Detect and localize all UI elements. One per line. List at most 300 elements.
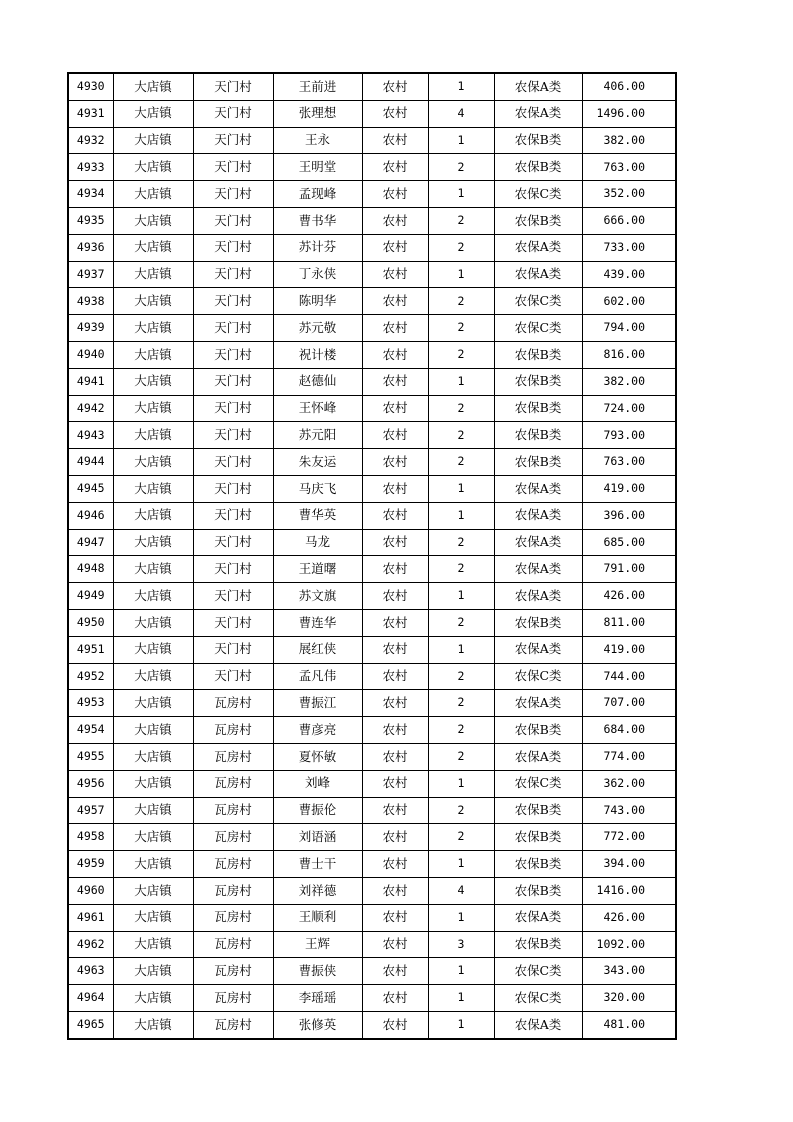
amount-cell: 685.00 bbox=[582, 529, 676, 556]
amount-cell: 352.00 bbox=[582, 181, 676, 208]
count-cell: 2 bbox=[428, 529, 494, 556]
amount-cell: 811.00 bbox=[582, 609, 676, 636]
record-id-cell: 4960 bbox=[68, 877, 113, 904]
table-row bbox=[68, 904, 676, 931]
village-cell: 天门村 bbox=[193, 73, 273, 100]
count-cell: 2 bbox=[428, 717, 494, 744]
category-cell: 农保A类 bbox=[494, 475, 582, 502]
name-cell: 展红侠 bbox=[273, 636, 362, 663]
category-cell: 农保B类 bbox=[494, 154, 582, 181]
table-row bbox=[68, 181, 676, 208]
count-cell: 1 bbox=[428, 1011, 494, 1038]
amount-cell: 666.00 bbox=[582, 207, 676, 234]
count-cell: 1 bbox=[428, 475, 494, 502]
village-cell: 瓦房村 bbox=[193, 851, 273, 878]
amount-cell: 793.00 bbox=[582, 422, 676, 449]
area-type-cell: 农村 bbox=[362, 1011, 428, 1038]
category-cell: 农保B类 bbox=[494, 422, 582, 449]
village-cell: 天门村 bbox=[193, 288, 273, 315]
town-cell: 大店镇 bbox=[113, 583, 193, 610]
count-cell: 1 bbox=[428, 583, 494, 610]
village-cell: 瓦房村 bbox=[193, 904, 273, 931]
town-cell: 大店镇 bbox=[113, 717, 193, 744]
name-cell: 曹士干 bbox=[273, 851, 362, 878]
category-cell: 农保C类 bbox=[494, 181, 582, 208]
village-cell: 瓦房村 bbox=[193, 743, 273, 770]
name-cell: 刘峰 bbox=[273, 770, 362, 797]
record-id-cell: 4958 bbox=[68, 824, 113, 851]
amount-cell: 343.00 bbox=[582, 958, 676, 985]
town-cell: 大店镇 bbox=[113, 770, 193, 797]
area-type-cell: 农村 bbox=[362, 315, 428, 342]
name-cell: 苏文旗 bbox=[273, 583, 362, 610]
record-id-cell: 4959 bbox=[68, 851, 113, 878]
area-type-cell: 农村 bbox=[362, 73, 428, 100]
name-cell: 曹振伦 bbox=[273, 797, 362, 824]
name-cell: 王永 bbox=[273, 127, 362, 154]
village-cell: 天门村 bbox=[193, 234, 273, 261]
amount-cell: 382.00 bbox=[582, 368, 676, 395]
town-cell: 大店镇 bbox=[113, 475, 193, 502]
amount-cell: 394.00 bbox=[582, 851, 676, 878]
category-cell: 农保B类 bbox=[494, 824, 582, 851]
amount-cell: 419.00 bbox=[582, 475, 676, 502]
table-row bbox=[68, 743, 676, 770]
name-cell: 孟现峰 bbox=[273, 181, 362, 208]
count-cell: 2 bbox=[428, 422, 494, 449]
area-type-cell: 农村 bbox=[362, 368, 428, 395]
category-cell: 农保A类 bbox=[494, 502, 582, 529]
area-type-cell: 农村 bbox=[362, 154, 428, 181]
record-id-cell: 4949 bbox=[68, 583, 113, 610]
name-cell: 马龙 bbox=[273, 529, 362, 556]
amount-cell: 707.00 bbox=[582, 690, 676, 717]
record-id-cell: 4947 bbox=[68, 529, 113, 556]
amount-cell: 396.00 bbox=[582, 502, 676, 529]
table-row bbox=[68, 824, 676, 851]
town-cell: 大店镇 bbox=[113, 261, 193, 288]
town-cell: 大店镇 bbox=[113, 797, 193, 824]
category-cell: 农保C类 bbox=[494, 770, 582, 797]
name-cell: 王明堂 bbox=[273, 154, 362, 181]
category-cell: 农保C类 bbox=[494, 958, 582, 985]
table-row bbox=[68, 556, 676, 583]
count-cell: 2 bbox=[428, 288, 494, 315]
count-cell: 2 bbox=[428, 154, 494, 181]
record-id-cell: 4930 bbox=[68, 73, 113, 100]
category-cell: 农保A类 bbox=[494, 261, 582, 288]
amount-cell: 602.00 bbox=[582, 288, 676, 315]
name-cell: 王道曙 bbox=[273, 556, 362, 583]
area-type-cell: 农村 bbox=[362, 985, 428, 1012]
town-cell: 大店镇 bbox=[113, 395, 193, 422]
table-row bbox=[68, 502, 676, 529]
record-id-cell: 4936 bbox=[68, 234, 113, 261]
village-cell: 天门村 bbox=[193, 475, 273, 502]
name-cell: 曹华英 bbox=[273, 502, 362, 529]
amount-cell: 763.00 bbox=[582, 449, 676, 476]
table-row bbox=[68, 154, 676, 181]
name-cell: 赵德仙 bbox=[273, 368, 362, 395]
village-cell: 天门村 bbox=[193, 261, 273, 288]
table-row bbox=[68, 985, 676, 1012]
town-cell: 大店镇 bbox=[113, 288, 193, 315]
count-cell: 1 bbox=[428, 73, 494, 100]
count-cell: 2 bbox=[428, 207, 494, 234]
village-cell: 瓦房村 bbox=[193, 877, 273, 904]
amount-cell: 1496.00 bbox=[582, 100, 676, 127]
town-cell: 大店镇 bbox=[113, 851, 193, 878]
village-cell: 瓦房村 bbox=[193, 931, 273, 958]
town-cell: 大店镇 bbox=[113, 100, 193, 127]
village-cell: 天门村 bbox=[193, 207, 273, 234]
name-cell: 祝计楼 bbox=[273, 341, 362, 368]
record-id-cell: 4962 bbox=[68, 931, 113, 958]
amount-cell: 794.00 bbox=[582, 315, 676, 342]
name-cell: 陈明华 bbox=[273, 288, 362, 315]
record-id-cell: 4932 bbox=[68, 127, 113, 154]
count-cell: 1 bbox=[428, 770, 494, 797]
village-cell: 天门村 bbox=[193, 422, 273, 449]
record-id-cell: 4953 bbox=[68, 690, 113, 717]
name-cell: 丁永侠 bbox=[273, 261, 362, 288]
amount-cell: 382.00 bbox=[582, 127, 676, 154]
village-cell: 天门村 bbox=[193, 341, 273, 368]
category-cell: 农保B类 bbox=[494, 797, 582, 824]
amount-cell: 816.00 bbox=[582, 341, 676, 368]
record-id-cell: 4931 bbox=[68, 100, 113, 127]
name-cell: 李瑶瑶 bbox=[273, 985, 362, 1012]
area-type-cell: 农村 bbox=[362, 904, 428, 931]
amount-cell: 320.00 bbox=[582, 985, 676, 1012]
village-cell: 天门村 bbox=[193, 663, 273, 690]
record-id-cell: 4952 bbox=[68, 663, 113, 690]
count-cell: 3 bbox=[428, 931, 494, 958]
name-cell: 王顺利 bbox=[273, 904, 362, 931]
town-cell: 大店镇 bbox=[113, 958, 193, 985]
village-cell: 天门村 bbox=[193, 449, 273, 476]
category-cell: 农保B类 bbox=[494, 449, 582, 476]
area-type-cell: 农村 bbox=[362, 181, 428, 208]
area-type-cell: 农村 bbox=[362, 851, 428, 878]
record-id-cell: 4933 bbox=[68, 154, 113, 181]
town-cell: 大店镇 bbox=[113, 73, 193, 100]
count-cell: 2 bbox=[428, 449, 494, 476]
area-type-cell: 农村 bbox=[362, 663, 428, 690]
table-row bbox=[68, 100, 676, 127]
village-cell: 天门村 bbox=[193, 556, 273, 583]
count-cell: 2 bbox=[428, 315, 494, 342]
count-cell: 2 bbox=[428, 797, 494, 824]
village-cell: 瓦房村 bbox=[193, 985, 273, 1012]
table-row bbox=[68, 368, 676, 395]
category-cell: 农保A类 bbox=[494, 529, 582, 556]
category-cell: 农保A类 bbox=[494, 556, 582, 583]
category-cell: 农保A类 bbox=[494, 743, 582, 770]
town-cell: 大店镇 bbox=[113, 181, 193, 208]
village-cell: 瓦房村 bbox=[193, 717, 273, 744]
table-row bbox=[68, 609, 676, 636]
count-cell: 1 bbox=[428, 127, 494, 154]
category-cell: 农保A类 bbox=[494, 904, 582, 931]
amount-cell: 419.00 bbox=[582, 636, 676, 663]
record-id-cell: 4934 bbox=[68, 181, 113, 208]
village-cell: 天门村 bbox=[193, 583, 273, 610]
village-cell: 天门村 bbox=[193, 395, 273, 422]
table-row bbox=[68, 663, 676, 690]
category-cell: 农保A类 bbox=[494, 1011, 582, 1038]
amount-cell: 406.00 bbox=[582, 73, 676, 100]
table-row bbox=[68, 797, 676, 824]
name-cell: 苏计芬 bbox=[273, 234, 362, 261]
record-id-cell: 4950 bbox=[68, 609, 113, 636]
town-cell: 大店镇 bbox=[113, 690, 193, 717]
town-cell: 大店镇 bbox=[113, 368, 193, 395]
table-row bbox=[68, 449, 676, 476]
village-cell: 天门村 bbox=[193, 636, 273, 663]
town-cell: 大店镇 bbox=[113, 315, 193, 342]
town-cell: 大店镇 bbox=[113, 502, 193, 529]
table-row bbox=[68, 422, 676, 449]
amount-cell: 772.00 bbox=[582, 824, 676, 851]
count-cell: 4 bbox=[428, 877, 494, 904]
table-row bbox=[68, 717, 676, 744]
area-type-cell: 农村 bbox=[362, 288, 428, 315]
count-cell: 2 bbox=[428, 341, 494, 368]
category-cell: 农保C类 bbox=[494, 315, 582, 342]
area-type-cell: 农村 bbox=[362, 207, 428, 234]
amount-cell: 1092.00 bbox=[582, 931, 676, 958]
amount-cell: 774.00 bbox=[582, 743, 676, 770]
village-cell: 天门村 bbox=[193, 181, 273, 208]
town-cell: 大店镇 bbox=[113, 743, 193, 770]
count-cell: 1 bbox=[428, 904, 494, 931]
record-id-cell: 4948 bbox=[68, 556, 113, 583]
area-type-cell: 农村 bbox=[362, 475, 428, 502]
count-cell: 2 bbox=[428, 663, 494, 690]
record-id-cell: 4940 bbox=[68, 341, 113, 368]
name-cell: 张修英 bbox=[273, 1011, 362, 1038]
village-cell: 瓦房村 bbox=[193, 797, 273, 824]
town-cell: 大店镇 bbox=[113, 931, 193, 958]
area-type-cell: 农村 bbox=[362, 341, 428, 368]
name-cell: 朱友运 bbox=[273, 449, 362, 476]
town-cell: 大店镇 bbox=[113, 341, 193, 368]
count-cell: 2 bbox=[428, 556, 494, 583]
area-type-cell: 农村 bbox=[362, 529, 428, 556]
area-type-cell: 农村 bbox=[362, 261, 428, 288]
count-cell: 1 bbox=[428, 502, 494, 529]
record-id-cell: 4943 bbox=[68, 422, 113, 449]
category-cell: 农保B类 bbox=[494, 207, 582, 234]
area-type-cell: 农村 bbox=[362, 877, 428, 904]
record-id-cell: 4954 bbox=[68, 717, 113, 744]
amount-cell: 1416.00 bbox=[582, 877, 676, 904]
area-type-cell: 农村 bbox=[362, 583, 428, 610]
count-cell: 2 bbox=[428, 743, 494, 770]
amount-cell: 791.00 bbox=[582, 556, 676, 583]
category-cell: 农保A类 bbox=[494, 636, 582, 663]
town-cell: 大店镇 bbox=[113, 127, 193, 154]
area-type-cell: 农村 bbox=[362, 824, 428, 851]
town-cell: 大店镇 bbox=[113, 877, 193, 904]
amount-cell: 426.00 bbox=[582, 583, 676, 610]
table-row bbox=[68, 690, 676, 717]
village-cell: 瓦房村 bbox=[193, 770, 273, 797]
count-cell: 1 bbox=[428, 958, 494, 985]
record-id-cell: 4938 bbox=[68, 288, 113, 315]
category-cell: 农保B类 bbox=[494, 851, 582, 878]
record-id-cell: 4957 bbox=[68, 797, 113, 824]
village-cell: 瓦房村 bbox=[193, 690, 273, 717]
table-row bbox=[68, 73, 676, 100]
record-id-cell: 4945 bbox=[68, 475, 113, 502]
record-id-cell: 4955 bbox=[68, 743, 113, 770]
area-type-cell: 农村 bbox=[362, 958, 428, 985]
record-id-cell: 4963 bbox=[68, 958, 113, 985]
name-cell: 王辉 bbox=[273, 931, 362, 958]
category-cell: 农保A类 bbox=[494, 690, 582, 717]
table-row bbox=[68, 636, 676, 663]
table-row bbox=[68, 770, 676, 797]
area-type-cell: 农村 bbox=[362, 234, 428, 261]
town-cell: 大店镇 bbox=[113, 985, 193, 1012]
amount-cell: 763.00 bbox=[582, 154, 676, 181]
count-cell: 2 bbox=[428, 395, 494, 422]
area-type-cell: 农村 bbox=[362, 797, 428, 824]
category-cell: 农保A类 bbox=[494, 583, 582, 610]
count-cell: 1 bbox=[428, 181, 494, 208]
village-cell: 天门村 bbox=[193, 315, 273, 342]
table-row bbox=[68, 234, 676, 261]
category-cell: 农保B类 bbox=[494, 127, 582, 154]
village-cell: 天门村 bbox=[193, 100, 273, 127]
count-cell: 1 bbox=[428, 636, 494, 663]
table-row bbox=[68, 207, 676, 234]
town-cell: 大店镇 bbox=[113, 1011, 193, 1038]
name-cell: 王怀峰 bbox=[273, 395, 362, 422]
table-row bbox=[68, 529, 676, 556]
table-row bbox=[68, 877, 676, 904]
category-cell: 农保B类 bbox=[494, 717, 582, 744]
count-cell: 1 bbox=[428, 851, 494, 878]
record-id-cell: 4956 bbox=[68, 770, 113, 797]
name-cell: 曹书华 bbox=[273, 207, 362, 234]
record-id-cell: 4961 bbox=[68, 904, 113, 931]
table-row bbox=[68, 475, 676, 502]
table-row bbox=[68, 261, 676, 288]
name-cell: 马庆飞 bbox=[273, 475, 362, 502]
name-cell: 夏怀敏 bbox=[273, 743, 362, 770]
category-cell: 农保C类 bbox=[494, 985, 582, 1012]
category-cell: 农保A类 bbox=[494, 234, 582, 261]
table-row bbox=[68, 127, 676, 154]
area-type-cell: 农村 bbox=[362, 743, 428, 770]
area-type-cell: 农村 bbox=[362, 770, 428, 797]
town-cell: 大店镇 bbox=[113, 529, 193, 556]
category-cell: 农保B类 bbox=[494, 341, 582, 368]
amount-cell: 426.00 bbox=[582, 904, 676, 931]
category-cell: 农保C类 bbox=[494, 663, 582, 690]
village-cell: 瓦房村 bbox=[193, 958, 273, 985]
town-cell: 大店镇 bbox=[113, 449, 193, 476]
town-cell: 大店镇 bbox=[113, 154, 193, 181]
area-type-cell: 农村 bbox=[362, 422, 428, 449]
village-cell: 天门村 bbox=[193, 609, 273, 636]
area-type-cell: 农村 bbox=[362, 636, 428, 663]
category-cell: 农保B类 bbox=[494, 395, 582, 422]
name-cell: 王前进 bbox=[273, 73, 362, 100]
name-cell: 孟凡伟 bbox=[273, 663, 362, 690]
record-id-cell: 4964 bbox=[68, 985, 113, 1012]
name-cell: 曹彦亮 bbox=[273, 717, 362, 744]
town-cell: 大店镇 bbox=[113, 207, 193, 234]
town-cell: 大店镇 bbox=[113, 556, 193, 583]
table-row bbox=[68, 288, 676, 315]
count-cell: 2 bbox=[428, 690, 494, 717]
record-id-cell: 4941 bbox=[68, 368, 113, 395]
category-cell: 农保B类 bbox=[494, 609, 582, 636]
area-type-cell: 农村 bbox=[362, 690, 428, 717]
count-cell: 2 bbox=[428, 609, 494, 636]
table-row bbox=[68, 395, 676, 422]
name-cell: 曹连华 bbox=[273, 609, 362, 636]
name-cell: 苏元敬 bbox=[273, 315, 362, 342]
record-id-cell: 4965 bbox=[68, 1011, 113, 1038]
town-cell: 大店镇 bbox=[113, 234, 193, 261]
table-row bbox=[68, 851, 676, 878]
village-cell: 瓦房村 bbox=[193, 1011, 273, 1038]
town-cell: 大店镇 bbox=[113, 824, 193, 851]
record-id-cell: 4937 bbox=[68, 261, 113, 288]
village-cell: 瓦房村 bbox=[193, 824, 273, 851]
area-type-cell: 农村 bbox=[362, 502, 428, 529]
area-type-cell: 农村 bbox=[362, 395, 428, 422]
table-row bbox=[68, 931, 676, 958]
record-id-cell: 4951 bbox=[68, 636, 113, 663]
record-id-cell: 4939 bbox=[68, 315, 113, 342]
table-row bbox=[68, 341, 676, 368]
town-cell: 大店镇 bbox=[113, 422, 193, 449]
amount-cell: 439.00 bbox=[582, 261, 676, 288]
village-cell: 天门村 bbox=[193, 154, 273, 181]
table-row bbox=[68, 315, 676, 342]
name-cell: 刘祥德 bbox=[273, 877, 362, 904]
records-table bbox=[67, 72, 677, 1040]
area-type-cell: 农村 bbox=[362, 127, 428, 154]
count-cell: 1 bbox=[428, 261, 494, 288]
name-cell: 曹振侠 bbox=[273, 958, 362, 985]
town-cell: 大店镇 bbox=[113, 609, 193, 636]
category-cell: 农保B类 bbox=[494, 877, 582, 904]
category-cell: 农保A类 bbox=[494, 73, 582, 100]
count-cell: 1 bbox=[428, 368, 494, 395]
record-id-cell: 4944 bbox=[68, 449, 113, 476]
record-id-cell: 4935 bbox=[68, 207, 113, 234]
name-cell: 张理想 bbox=[273, 100, 362, 127]
count-cell: 2 bbox=[428, 234, 494, 261]
amount-cell: 743.00 bbox=[582, 797, 676, 824]
record-id-cell: 4942 bbox=[68, 395, 113, 422]
category-cell: 农保B类 bbox=[494, 931, 582, 958]
village-cell: 天门村 bbox=[193, 127, 273, 154]
amount-cell: 362.00 bbox=[582, 770, 676, 797]
village-cell: 天门村 bbox=[193, 502, 273, 529]
category-cell: 农保A类 bbox=[494, 100, 582, 127]
area-type-cell: 农村 bbox=[362, 100, 428, 127]
amount-cell: 724.00 bbox=[582, 395, 676, 422]
town-cell: 大店镇 bbox=[113, 904, 193, 931]
